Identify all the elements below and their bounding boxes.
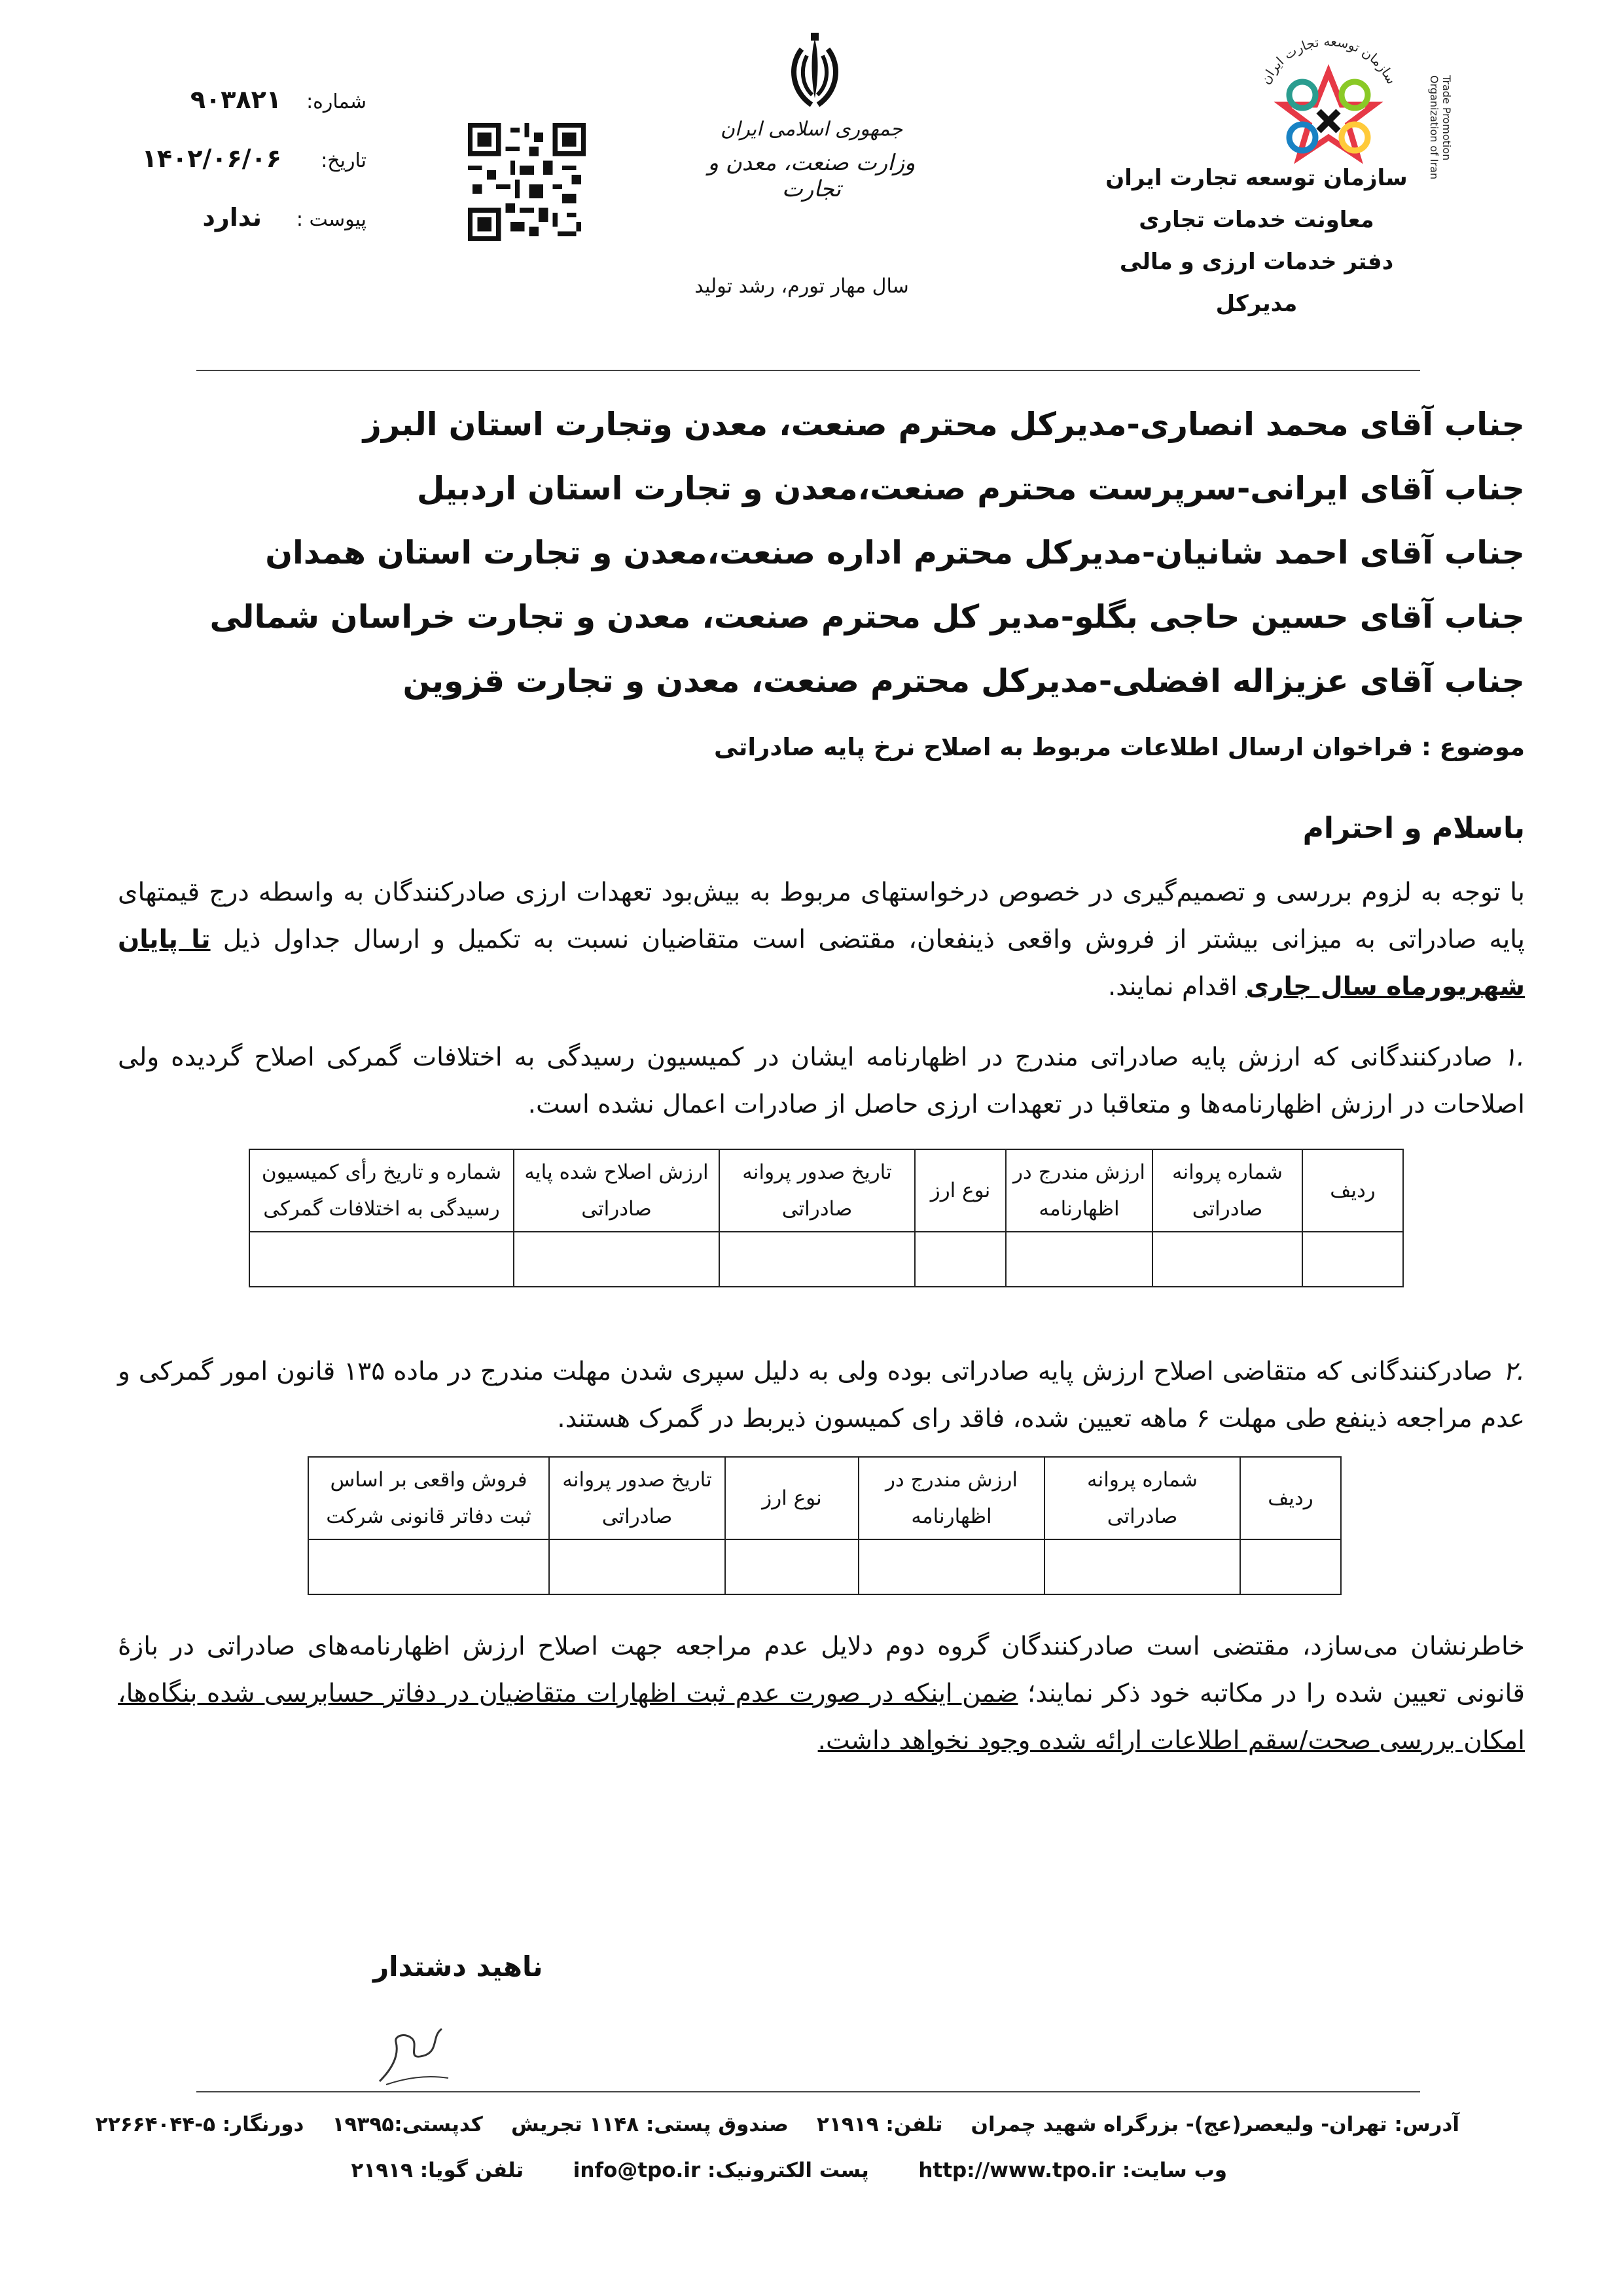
letter-date: ۱۴۰۲/۰۶/۰۶ (141, 144, 281, 173)
column-header: فروش واقعی بر اساس ثبت دفاتر قانونی شرکت (308, 1457, 549, 1539)
column-header: تاریخ صدور پروانه صادراتی (549, 1457, 725, 1539)
item-1 (118, 1034, 1525, 1128)
table-cell[interactable] (915, 1232, 1006, 1287)
sender-position: مدیرکل (1215, 291, 1298, 317)
column-header: ارزش مندرج در اظهارنامه (859, 1457, 1044, 1539)
year-slogan: سال مهار تورم، رشد تولید (694, 275, 909, 298)
ministry-name: وزارت صنعت، معدن و تجارت (707, 150, 916, 202)
email-label: پست الکترونیک: (707, 2159, 869, 2182)
ministry-block (681, 118, 942, 202)
attachment-label: پیوست : (296, 208, 366, 231)
addressee: جناب آقای احمد شانیان-مدیرکل محترم اداره صنعت،معدن و تجارت استان همدان (265, 534, 1525, 571)
item-2 (118, 1348, 1525, 1443)
addressee: جناب آقای محمد انصاری-مدیرکل محترم صنعت، معدن وتجارت استان البرز (363, 406, 1525, 443)
logo-arc-text-fa: سازمان توسعه تجارت ایران (1257, 33, 1400, 87)
voice-phone: تلفن گویا: ۲۱۹۱۹ (351, 2159, 524, 2182)
table-cell[interactable] (549, 1539, 725, 1594)
deadline-text: تا پایان شهریورماه سال جاری (118, 925, 1525, 1001)
iran-emblem-icon (782, 33, 847, 115)
table-cell[interactable] (249, 1232, 514, 1287)
letter-date-label: تاریخ: (321, 149, 366, 172)
column-header: ارزش مندرج در اظهارنامه (1006, 1149, 1152, 1232)
email-link[interactable]: info@tpo.ir (573, 2159, 701, 2182)
footer-address: آدرس: تهران- ولیعصر(عج)- بزرگراه شهید چمران (971, 2113, 1459, 2136)
table-row (308, 1539, 1341, 1594)
table-header-row (308, 1457, 1341, 1539)
item-1-number: .۱ (1503, 1043, 1525, 1072)
intro-paragraph (118, 869, 1525, 1011)
greeting: باسلام و احترام (1302, 812, 1525, 845)
letter-number-label: شماره: (306, 90, 366, 113)
footer-contact-line (85, 2113, 1459, 2136)
column-header: تاریخ صدور پروانه صادراتی (719, 1149, 915, 1232)
addressee: جناب آقای حسین حاجی بگلو-مدیر کل محترم صنعت، معدن و تجارت خراسان شمالی (209, 598, 1525, 636)
item-1-text: صادرکنندگانی که ارزش پایه صادراتی مندرج در اظهارنامه ایشان در کمیسیون رسیدگی به اختلافات گمرکی اصلاح گردیده ولی اصلاحات در ارزش اظهارنامه‌ها و متعاقبا در تعهدات ارزی حاصل از صادرات اعمال نشده است. (118, 1043, 1525, 1119)
table-header-row (249, 1149, 1403, 1232)
org-name: سازمان توسعه تجارت ایران (1105, 165, 1408, 191)
addressee-list (85, 393, 1525, 713)
office-name: دفتر خدمات ارزی و مالی (1119, 249, 1394, 275)
table-cell[interactable] (725, 1539, 859, 1594)
intro-text: با توجه به لزوم بررسی و تصمیم‌گیری در خصوص درخواستهای مربوط به بیش‌بود تعهدات ارزی صادرکنندگان به واسطه درج قیمتهای پایه صادراتی به میزانی بیشتر از فروش واقعی ذینفعان، مقتضی است متقاضیان نسبت به تکمیل و ارسال جداول ذیل (118, 878, 1525, 954)
republic-name: جمهوری اسلامی ایران (720, 118, 903, 141)
item-2-number: .۲ (1503, 1357, 1525, 1386)
closing-text: خاطرنشان می‌سازد، مقتضی است صادرکنندگان گروه دوم دلایل عدم مراجعه جهت اصلاح ارزش اظهارنامه‌های صادراتی در بازهٔ قانونی تعیین شده را در مکاتبه خود ذکر نمایند؛ (118, 1632, 1525, 1708)
letter-subject: موضوع : فراخوان ارسال اطلاعات مربوط به اصلاح نرخ پایه صادراتی (714, 733, 1525, 761)
addressee: جناب آقای ایرانی-سرپرست محترم صنعت،معدن و تجارت استان اردبیل (416, 470, 1525, 507)
item-2-text: صادرکنندگانی که متقاضی اصلاح ارزش پایه صادراتی بوده ولی به دلیل سپری شدن مهلت مندرج در ماده ۱۳۵ قانون امور گمرکی و عدم مراجعه ذینفع طی مهلت ۶ ماهه تعیین شده، فاقد رای کمیسون ذیربط در گمرک هستند. (118, 1357, 1525, 1433)
closing-paragraph (118, 1623, 1525, 1765)
footer-pobox: صندوق پستی: ۱۱۴۸ تجریش (510, 2113, 789, 2136)
column-header: ردیف (1240, 1457, 1341, 1539)
letter-metadata (118, 79, 366, 255)
header-divider (196, 370, 1420, 371)
website-label: وب سایت: (1122, 2159, 1227, 2182)
letter-date-row (118, 137, 366, 196)
column-header: نوع ارز (725, 1457, 859, 1539)
signer-name: ناهید دشتدار (373, 1950, 543, 1982)
deputy-name: معاونت خدمات تجاری (1139, 207, 1374, 233)
qr-code (468, 123, 586, 241)
column-header: ردیف (1302, 1149, 1403, 1232)
closing-underlined-text: ضمن اینکه در صورت عدم ثبت اظهارات متقاضیان در دفاتر حسابرسی شده بنگاه‌ها، امکان بررسی صحت/سقم اطلاعات ارائه شده وجود نخواهد داشت. (118, 1679, 1525, 1755)
table-cell[interactable] (1302, 1232, 1403, 1287)
footer-divider (196, 2091, 1420, 2092)
column-header: شماره و تاریخ رأی کمیسیون رسیدگی به اختلافات گمرکی (249, 1149, 514, 1232)
column-header: شماره پروانه صادراتی (1044, 1457, 1240, 1539)
table-cell[interactable] (859, 1539, 1044, 1594)
table-cell[interactable] (514, 1232, 719, 1287)
logo-caption-en: Trade Promotion Organization of Iran (1428, 75, 1453, 180)
attachment-row (118, 196, 366, 255)
table-cell[interactable] (1006, 1232, 1152, 1287)
sender-org-block (1086, 157, 1427, 325)
footer-phone: تلفن: ۲۱۹۱۹ (817, 2113, 943, 2136)
addressee: جناب آقای عزیزاله افضلی-مدیرکل محترم صنعت، معدن و تجارت قزوین (402, 662, 1525, 700)
column-header: ارزش اصلاح شده پایه صادراتی (514, 1149, 719, 1232)
table-cell[interactable] (1240, 1539, 1341, 1594)
table-cell[interactable] (719, 1232, 915, 1287)
table-cell[interactable] (1152, 1232, 1302, 1287)
column-header: نوع ارز (915, 1149, 1006, 1232)
table-customs-commission (249, 1149, 1404, 1287)
table-no-commission (308, 1456, 1342, 1595)
footer-postal-code: کدپستی:۱۹۳۹۵ (332, 2113, 483, 2136)
table-row (249, 1232, 1403, 1287)
intro-tail: اقدام نمایند. (1107, 972, 1238, 1001)
attachment-value: ندارد (202, 203, 262, 232)
column-header: شماره پروانه صادراتی (1152, 1149, 1302, 1232)
table-cell[interactable] (1044, 1539, 1240, 1594)
letter-number: ۹۰۳۸۲۱ (190, 85, 281, 114)
footer-web-line (245, 2159, 1227, 2182)
footer-fax: دورنگار: ۵-۲۲۶۶۴۰۴۴ (95, 2113, 304, 2136)
letter-number-row (118, 79, 366, 137)
handwritten-signature (366, 2016, 458, 2094)
website-link[interactable]: http://www.tpo.ir (918, 2159, 1115, 2182)
table-cell[interactable] (308, 1539, 549, 1594)
